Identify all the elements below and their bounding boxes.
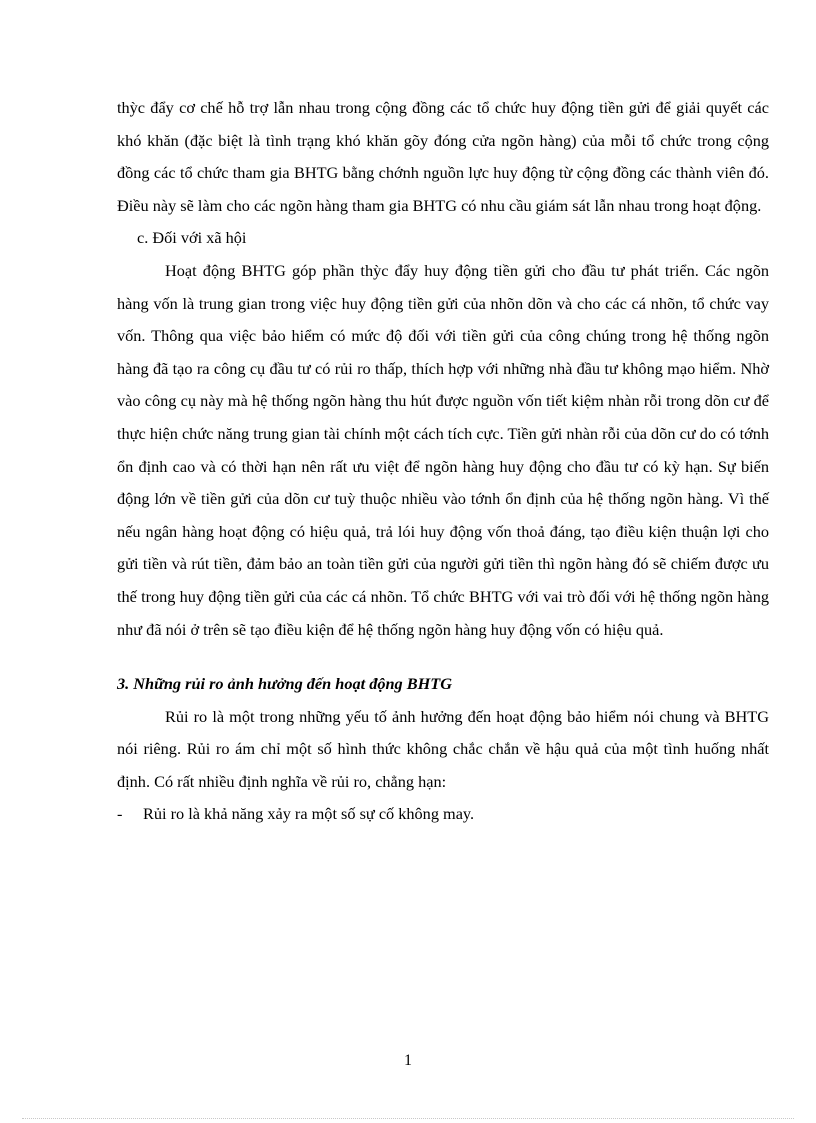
section-heading: 3. Những rủi ro ảnh hưởng đến hoạt động BHTG <box>117 674 452 694</box>
bullet-marker: - <box>117 804 123 824</box>
list-item <box>117 798 769 831</box>
subsection-heading: c. Đối với xã hội <box>137 228 247 248</box>
page-number: 1 <box>404 1052 412 1069</box>
paragraph: Rủi ro là một trong những yếu tố ảnh hưởng đến hoạt động bảo hiểm nói chung và BHTG nói riêng. Rủi ro ám chỉ một số hình thức không chắc chắn về hậu quả của một tình huống nhất định. Có rất nhiều định nghĩa về rủi ro, chẳng hạn: <box>117 706 769 791</box>
paragraph: Hoạt động BHTG góp phần thỳc đẩy huy động tiền gửi cho đầu tư phát triển. Các ngõn hàng vốn là trung gian trong việc huy động tiền gửi của nhõn dõn và cho các cá nhõn, tổ chức vay vốn. Thông qua việc bảo hiểm có mức độ đối với tiền gửi của công chúng trong hệ thống ngõn hàng đã tạo ra công cụ đầu tư có rủi ro thấp, thích hợp với những nhà đầu tư không mạo hiểm. Nhờ vào công cụ này mà hệ thống ngõn hàng thu hút được nguồn vốn tiết kiệm nhàn rỗi trong dõn cư để thực hiện chức năng trung gian tài chính một cách tích cực. Tiền gửi nhàn rỗi của dõn cư do có tớnh ổn định cao và có thời hạn nên rất ưu việt để ngõn hàng huy động cho đầu tư có kỳ hạn. Sự biến động lớn về tiền gửi của dõn cư tuỳ thuộc nhiều vào tớnh ổn định của hệ thống ngõn hàng. Vì thế nếu ngân hàng hoạt động có hiệu quả, trả lói huy động vốn thoả đáng, tạo điều kiện thuận lợi cho gửi tiền và rút tiền, đảm bảo an toàn tiền gửi của người gửi tiền thì ngõn hàng đó sẽ chiếm được ưu thế trong huy động tiền gửi của các cá nhõn. Tổ chức BHTG với vai trò đối với hệ thống ngõn hàng như đã nói ở trên sẽ tạo điều kiện để hệ thống ngõn hàng huy động vốn có hiệu quả. <box>117 260 769 639</box>
list-item-text: Rủi ro là khả năng xảy ra một số sự cố không may. <box>143 804 475 824</box>
page-body <box>117 92 769 831</box>
paragraph-continuation: thỳc đẩy cơ chế hỗ trợ lẫn nhau trong cộng đồng các tổ chức huy động tiền gửi để giải quyết các khó khăn (đặc biệt là tình trạng khó khăn gõy đóng cửa ngõn hàng) của mỗi tổ chức trong cộng đồng các tổ chức tham gia BHTG bằng chớnh nguồn lực huy động từ cộng đồng các thành viên đó. Điều này sẽ làm cho các ngõn hàng tham gia BHTG có nhu cầu giám sát lẫn nhau trong hoạt động. <box>117 98 769 215</box>
page-bottom-divider <box>22 1118 794 1119</box>
